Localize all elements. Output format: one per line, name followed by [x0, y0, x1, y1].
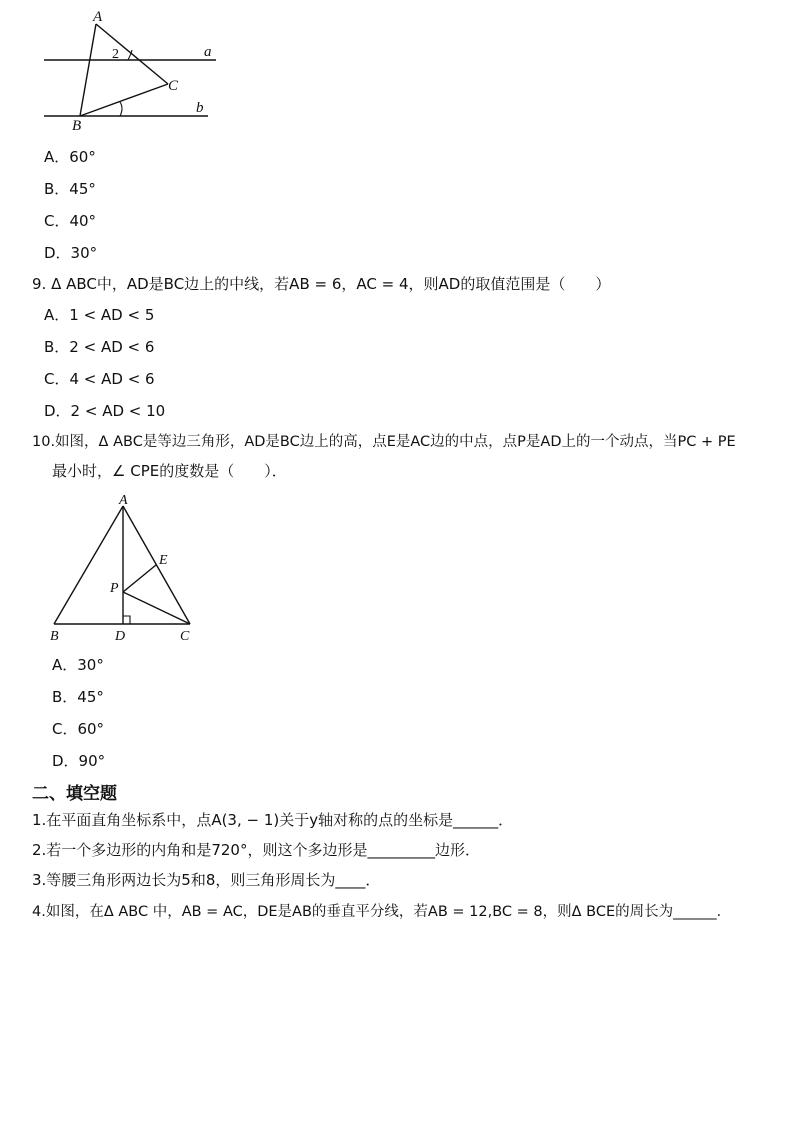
label-d: D: [115, 629, 126, 644]
segment-ab: [80, 24, 96, 116]
figure-equilateral-triangle: [44, 488, 204, 644]
q9-option-c[interactable]: C．4 < AD < 6: [44, 370, 155, 388]
q8-option-a[interactable]: A．60°: [44, 148, 96, 166]
q8-option-b[interactable]: B．45°: [44, 180, 96, 198]
q8-option-d[interactable]: D．30°: [44, 244, 98, 262]
fill-in-question-2: 2.若一个多边形的内角和是720°，则这个多边形是_________边形．: [32, 841, 480, 859]
label-line-a: a: [204, 44, 212, 60]
q8-option-c[interactable]: C．40°: [44, 212, 97, 230]
q10-option-b[interactable]: B．45°: [52, 688, 104, 706]
angle-1-arc: [120, 102, 122, 116]
label-b-vertex: B: [72, 118, 82, 134]
segment-pc: [123, 592, 190, 624]
label-c-vertex: C: [168, 78, 179, 94]
q9-stem: 9. Δ ABC中，AD是BC边上的中线，若AB = 6，AC = 4，则AD的取值范围是（ ）: [32, 275, 611, 293]
segment-pe: [123, 565, 156, 592]
q9-option-b[interactable]: B．2 < AD < 6: [44, 338, 155, 356]
segment-bc: [80, 84, 168, 116]
fill-in-question-1: 1.在平面直角坐标系中，点A(3, − 1)关于y轴对称的点的坐标是______．: [32, 811, 514, 829]
q10-option-c[interactable]: C．60°: [52, 720, 105, 738]
side-ac: [123, 506, 190, 624]
label-e: E: [159, 553, 168, 568]
q10-option-d[interactable]: D．90°: [52, 752, 106, 770]
q10-option-a[interactable]: A．30°: [52, 656, 104, 674]
section-title-fill-in-blank: 二、填空题: [32, 784, 117, 804]
fill-in-question-3: 3.等腰三角形两边长为5和8，则三角形周长为____．: [32, 871, 381, 889]
right-angle-mark: [123, 616, 130, 624]
label-p: P: [110, 581, 119, 596]
label-line-b: b: [196, 100, 204, 116]
segment-ac: [96, 24, 168, 84]
side-ab: [54, 506, 123, 624]
label-b: B: [50, 629, 59, 644]
q9-option-d[interactable]: D．2 < AD < 10: [44, 402, 166, 420]
q9-option-a[interactable]: A．1 < AD < 5: [44, 306, 155, 324]
fill-in-question-4: 4.如图，在Δ ABC 中，AB = AC，DE是AB的垂直平分线，若AB = 12,BC = 8，则Δ BCE的周长为______．: [32, 904, 732, 920]
q10-stem-line1: 10.如图，Δ ABC是等边三角形，AD是BC边上的高，点E是AC边的中点，点P是AD上的一个动点，当PC + PE: [32, 434, 736, 450]
figure-parallel-lines-triangle: [36, 4, 226, 134]
label-a: A: [119, 493, 128, 508]
q10-stem-line2: 最小时，∠ CPE的度数是（ ）．: [52, 462, 287, 480]
label-angle-2: 2: [112, 47, 119, 62]
label-c: C: [180, 629, 190, 644]
label-a-vertex: A: [93, 9, 103, 25]
